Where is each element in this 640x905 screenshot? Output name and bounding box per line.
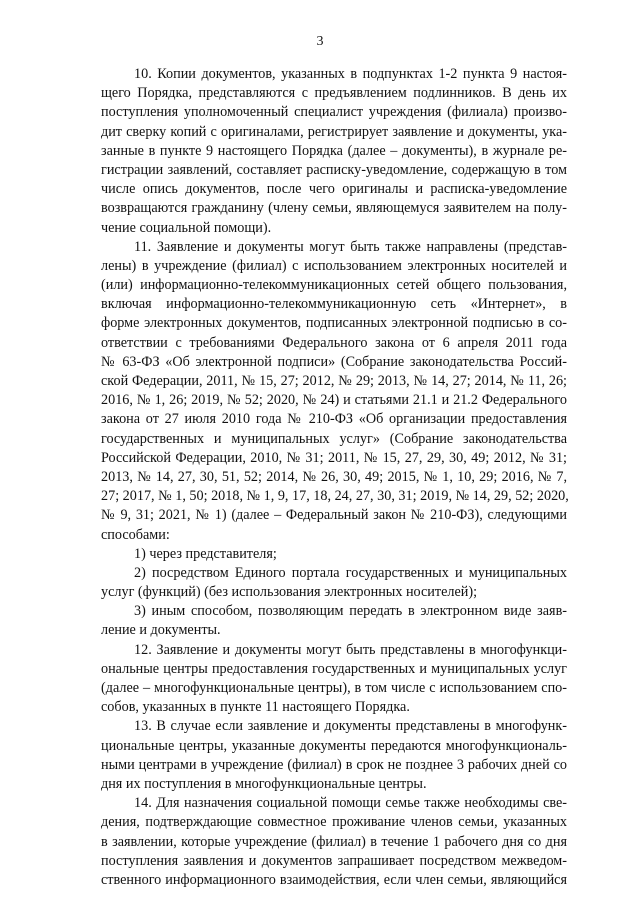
text-line: 2016, № 1, 26; 2019, № 52; 2020, № 24) и статьями 21.1 и 21.2 Федерального (101, 392, 567, 409)
text-line: ответствии с требованиями Федерального закона от 6 апреля 2011 года (101, 334, 567, 351)
text-line: числе опись документов, после чего оригиналы и расписка-уведомление (101, 181, 567, 198)
text-line: дения, подтверждающие совместное проживание членов семьи, указанных (101, 814, 567, 831)
document-body (101, 65, 567, 890)
text-line: в заявлении, которые учреждение (филиал) в течение 1 рабочего дня со дня (101, 833, 567, 850)
text-line: 27; 2017, № 1, 50; 2018, № 1, 9, 17, 18, 24, 27, 30, 31; 2019, № 14, 29, 52; 2020, (101, 488, 569, 505)
text-line: форме электронных документов, подписанных электронной подписью в со- (101, 315, 567, 332)
text-line: чение социальной помощи). (101, 219, 272, 236)
text-line: дня их поступления в многофункциональные центры. (101, 775, 427, 792)
text-line: дит сверку копий с оригиналами, регистрирует заявление и документы, ука- (101, 123, 567, 140)
text-line: государственных и муниципальных услуг» (Собрание законодательства (101, 430, 567, 447)
text-line: 1) через представителя; (134, 545, 277, 562)
text-line: услуг (функций) (без использования электронных носителей); (101, 584, 478, 601)
page-number: 3 (316, 34, 324, 49)
text-line: гистрации заявлений, составляет расписку-уведомление, содержащую в том (101, 161, 567, 178)
text-line: 14. Для назначения социальной помощи семье также необходимы све- (134, 795, 567, 812)
text-line: Российской Федерации, 2010, № 31; 2011, № 15, 27, 29, 30, 49; 2012, № 31; (101, 449, 567, 466)
text-line: ственного информационного взаимодействия, если член семьи, являющийся (101, 871, 567, 888)
text-line: ской Федерации, 2011, № 15, 27; 2012, № 29; 2013, № 14, 27; 2014, № 11, 26; (101, 373, 567, 389)
text-line: № 9, 31; 2021, № 1) (далее – Федеральный закон № 210-ФЗ), следующими (101, 507, 567, 524)
text-line: (далее – многофункциональные центры), в том числе с использованием спо- (101, 680, 567, 696)
text-line: занные в пункте 9 настоящего Порядка (далее – документы), в журнале ре- (101, 142, 567, 159)
text-line: циональные центры, указанные документы передаются многофункциональ- (101, 737, 567, 754)
text-line: возвращаются гражданину (члену семьи, являющемуся заявителем на полу- (101, 200, 567, 217)
text-line: 11. Заявление и документы могут быть также направлены (представ- (134, 238, 567, 255)
text-line: (или) информационно-телекоммуникационных сетей общего пользования, (101, 277, 567, 294)
text-line: № 63-ФЗ «Об электронной подписи» (Собрание законодательства Россий- (101, 353, 567, 370)
text-line: 12. Заявление и документы могут быть представлены в многофункци- (134, 641, 567, 658)
text-line: лены) в учреждение (филиал) с использованием электронных носителей и (101, 257, 567, 274)
text-line: щего Порядка, представляются с предъявлением подлинников. В день их (101, 85, 567, 102)
text-line: 13. В случае если заявление и документы представлены в многофунк- (134, 718, 567, 735)
text-line: 2013, № 14, 27, 30, 51, 52; 2014, № 26, 30, 49; 2015, № 1, 10, 29; 2016, № 7, (101, 468, 567, 485)
text-line: закона от 27 июля 2010 года № 210-ФЗ «Об организации предоставления (101, 411, 567, 428)
text-line: поступления уполномоченный специалист учреждения (филиала) произво- (101, 104, 567, 121)
text-line: 3) иным способом, позволяющим передать в электронном виде заяв- (134, 603, 567, 620)
text-line: ление и документы. (101, 622, 221, 639)
text-line: 10. Копии документов, указанных в подпунктах 1-2 пункта 9 настоя- (134, 66, 567, 82)
text-line: поступления заявления и документов запрашивает посредством межведом- (101, 852, 567, 869)
text-line: способами: (101, 526, 170, 543)
text-line: собов, указанных в пункте 11 настоящего Порядка. (101, 699, 410, 716)
text-line: включая информационно-телекоммуникационную сеть «Интернет», в (101, 296, 567, 313)
text-line: ными центрами в учреждение (филиал) в срок не позднее 3 рабочих дней со (101, 756, 567, 773)
text-line: 2) посредством Единого портала государственных и муниципальных (134, 564, 567, 581)
text-line: ональные центры предоставления государственных и муниципальных услуг (101, 660, 567, 677)
